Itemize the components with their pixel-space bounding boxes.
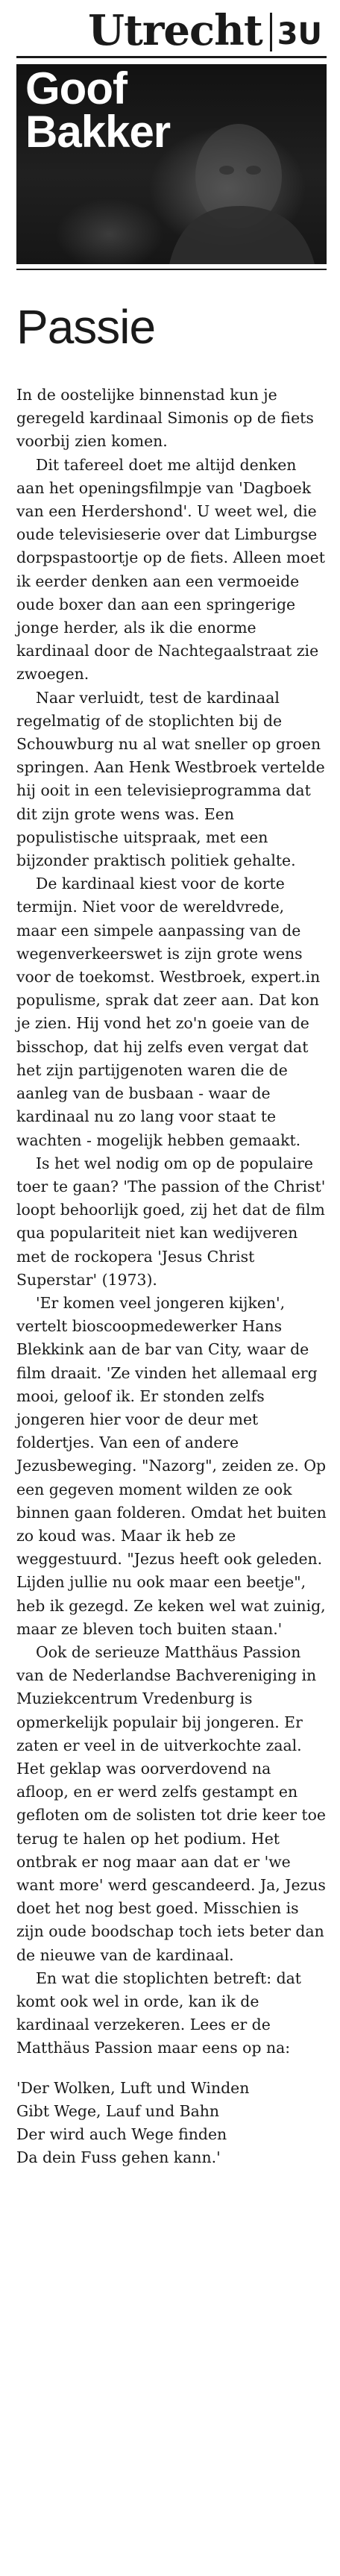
section-name: Utrecht bbox=[88, 6, 262, 55]
article-paragraph: En wat die stoplichten betreft: dat komt ook wel in orde, kan ik de kardinaal verzekeren. Lees er de Matthäus Passion maar eens op na: bbox=[16, 1969, 301, 2057]
masthead-divider bbox=[270, 13, 272, 51]
section-masthead bbox=[16, 0, 327, 58]
article-paragraph: Naar verluidt, test de kardinaal regelmatig of de stoplichten bij de Schouwburg nu al wat sneller op groen springen. Aan Henk Westbroek vertelde hij ooit in een televisieprogramma dat dit zijn grote wens was. Een populistische uitspraak, met een bijzonder praktisch politiek gehalte. bbox=[16, 688, 325, 870]
quote-line: Der wird auch Wege finden bbox=[16, 2125, 227, 2144]
quote-line: 'Der Wolken, Luft und Winden bbox=[16, 2078, 250, 2097]
column-article bbox=[16, 300, 327, 2169]
article-paragraph: Ook de serieuze Matthäus Passion van de Nederlandse Bachvereniging in Muziekcentrum Vredenburg is opmerkelijk populair bij jongeren. Er zaten er veel in de uitverkochte zaal. Het geklap was oorverdovend na afloop, en er werd zelfs gestampt en gefloten om de solisten tot drie keer toe terug te halen op het podium. Het ontbrak er nog maar aan dat er 'we want more' werd gescandeerd. Ja, Jezus doet het nog best goed. Misschien is zijn oude boodschap toch iets beter dan de nieuwe van de kardinaal. bbox=[16, 1642, 326, 1964]
columnist-photo bbox=[16, 64, 327, 264]
article-paragraph: Dit tafereel doet me altijd denken aan het openingsfilmpje van 'Dagboek van een Herdershond'. U weet wel, die oude televisieserie over dat Limburgse dorpspastoortje op de fiets. Alleen moet ik eerder denken aan een vermoeide oude boxer dan aan een springerige jonge herder, als ik die enorme kardinaal door de Nachtegaalstraat zie zwoegen. bbox=[16, 455, 325, 684]
columnist-last-name: Bakker bbox=[25, 107, 171, 157]
closing-quote bbox=[16, 2077, 327, 2170]
article-paragraph: Is het wel nodig om op de populaire toer te gaan? 'The passion of the Christ' loopt behoorlijk goed, zij het dat de film qua populariteit niet kan wedijveren met de rockopera 'Jesus Christ Superstar' (1973). bbox=[16, 1154, 326, 1289]
article-paragraph: De kardinaal kiest voor de korte termijn. Niet voor de wereldvrede, maar een simpele aanpassing van de wegenverkeerswet is zijn grote wens voor de toekomst. Westbroek, expert.in populisme, sprak dat zeer aan. Dat kon je zien. Hij vond het zo'n goeie van de bisschop, dat hij zelfs even vergat dat het zijn partijgenoten waren die de aanleg van de busbaan - waar de kardinaal nu zo lang voor staat te wachten - mogelijk hebben gemaakt. bbox=[16, 875, 321, 1149]
columnist-name bbox=[25, 64, 171, 157]
article-paragraph: In de oostelijke binnenstad kun je geregeld kardinaal Simonis op de fiets voorbij zien komen. bbox=[16, 386, 314, 451]
columnist-first-name: Goof bbox=[25, 64, 127, 113]
article-paragraph: 'Er komen veel jongeren kijken', vertelt bioscoopmedewerker Hans Blekkink aan de bar van City, waar de film draait. 'Ze vinden het allemaal erg mooi, geloof ik. Er stonden zelfs jongeren hier voor de deur met foldertjes. Van een of andere Jezusbeweging. "Nazorg", zeiden ze. Op een gegeven moment wilden ze ook binnen gaan folderen. Omdat het buiten zo koud was. Maar ik heb ze weggestuurd. "Jezus heeft ook geleden. Lijden jullie nu ook maar een beetje", heb ik gezegd. Ze keken wel wat zuinig, maar ze bleven toch buiten staan.' bbox=[16, 1293, 327, 1638]
article-body bbox=[16, 384, 327, 2060]
page-number: 3U bbox=[277, 17, 322, 51]
quote-line: Da dein Fuss gehen kann.' bbox=[16, 2148, 221, 2167]
photo-bottom-rule bbox=[16, 269, 327, 270]
article-headline: Passie bbox=[16, 300, 156, 354]
quote-line: Gibt Wege, Lauf und Bahn bbox=[16, 2101, 220, 2120]
